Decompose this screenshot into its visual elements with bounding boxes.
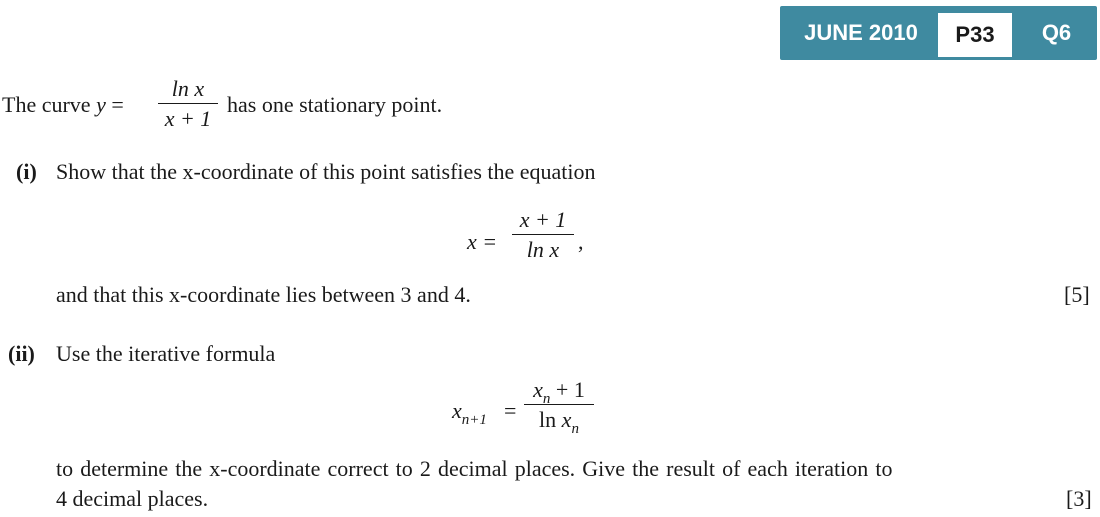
part-ii-text: Use the iterative formula: [56, 341, 276, 366]
intro-prefix: The curve y =: [2, 92, 124, 117]
part-i-text2: and that this x-coordinate lies between 3 and 4.: [56, 282, 471, 307]
part-i-equation-fraction: x + 1 ln x: [512, 208, 574, 262]
paper-code-label: P33: [938, 13, 1012, 57]
question-badge: [780, 6, 1097, 60]
part-i-label: (i): [16, 159, 37, 184]
part-ii-label: (ii): [8, 341, 35, 366]
part-ii-equation-fraction: $x_n + 1$ $\ln x_n$: [524, 378, 594, 432]
part-ii-text3: 4 decimal places.: [56, 486, 209, 511]
part-i-text: Show that the x-coordinate of this point satisfies the equation: [56, 159, 596, 184]
part-ii-marks: [3]: [1066, 486, 1092, 511]
intro-fraction: ln x x + 1: [158, 77, 218, 131]
part-i-equation-lhs: x =: [467, 229, 498, 254]
question-number-label: Q6: [1041, 20, 1072, 45]
part-ii-equation-equals: =: [504, 398, 517, 423]
part-ii-text2: to determine the x-coordinate correct to 2 decimal places. Give the result of each iteration to: [56, 456, 893, 481]
part-i-equation-punct: ,: [578, 229, 584, 254]
part-ii-equation-lhs: $x_{n+1}$: [452, 398, 487, 428]
exam-date-label: JUNE 2010: [804, 20, 918, 45]
part-i-marks: [5]: [1064, 282, 1090, 307]
intro-suffix: has one stationary point.: [227, 92, 443, 117]
